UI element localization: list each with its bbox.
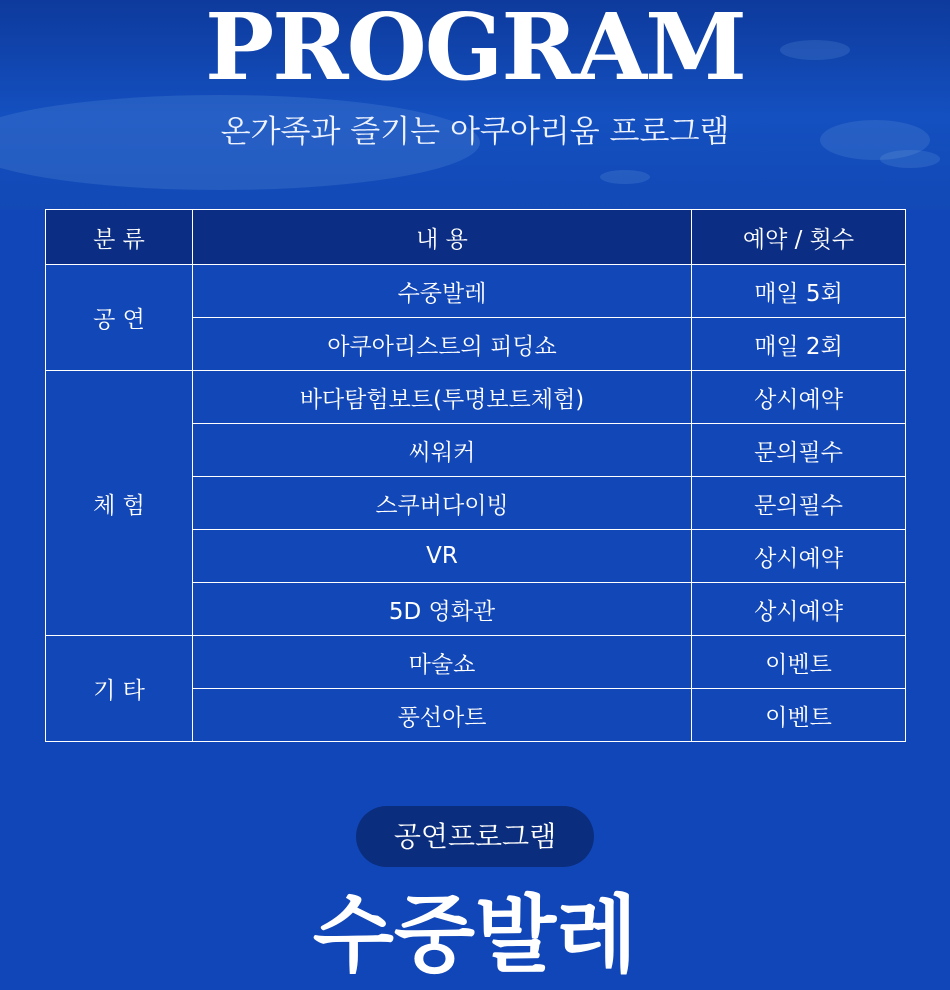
fish-silhouette <box>600 170 650 184</box>
content-cell: 풍선아트 <box>193 689 692 742</box>
section-badge: 공연프로그램 <box>356 806 594 867</box>
page-title: PROGRAM <box>204 0 746 101</box>
booking-cell: 문의필수 <box>692 424 906 477</box>
section-title: 수중발레 <box>312 886 638 984</box>
content-cell: 5D 영화관 <box>193 583 692 636</box>
program-table <box>45 209 906 742</box>
content-cell: 스쿠버다이빙 <box>193 477 692 530</box>
column-header-category: 분 류 <box>46 210 193 265</box>
table-row <box>46 636 906 689</box>
booking-cell: 이벤트 <box>692 689 906 742</box>
content-cell: 마술쇼 <box>193 636 692 689</box>
category-cell: 기 타 <box>46 636 193 742</box>
column-header-booking: 예약 / 횟수 <box>692 210 906 265</box>
content-cell: 아쿠아리스트의 피딩쇼 <box>193 318 692 371</box>
content-cell: VR <box>193 530 692 583</box>
booking-cell: 상시예약 <box>692 530 906 583</box>
booking-cell: 상시예약 <box>692 371 906 424</box>
booking-cell: 매일 2회 <box>692 318 906 371</box>
table-row <box>46 371 906 424</box>
booking-cell: 매일 5회 <box>692 265 906 318</box>
table-header-row <box>46 210 906 265</box>
booking-cell: 이벤트 <box>692 636 906 689</box>
page-subtitle: 온가족과 즐기는 아쿠아리움 프로그램 <box>220 114 730 150</box>
category-cell: 체 험 <box>46 371 193 636</box>
hero-banner <box>0 0 950 210</box>
content-cell: 수중발레 <box>193 265 692 318</box>
content-cell: 바다탐험보트(투명보트체험) <box>193 371 692 424</box>
table-row <box>46 265 906 318</box>
column-header-content: 내 용 <box>193 210 692 265</box>
booking-cell: 상시예약 <box>692 583 906 636</box>
category-cell: 공 연 <box>46 265 193 371</box>
content-cell: 씨워커 <box>193 424 692 477</box>
booking-cell: 문의필수 <box>692 477 906 530</box>
